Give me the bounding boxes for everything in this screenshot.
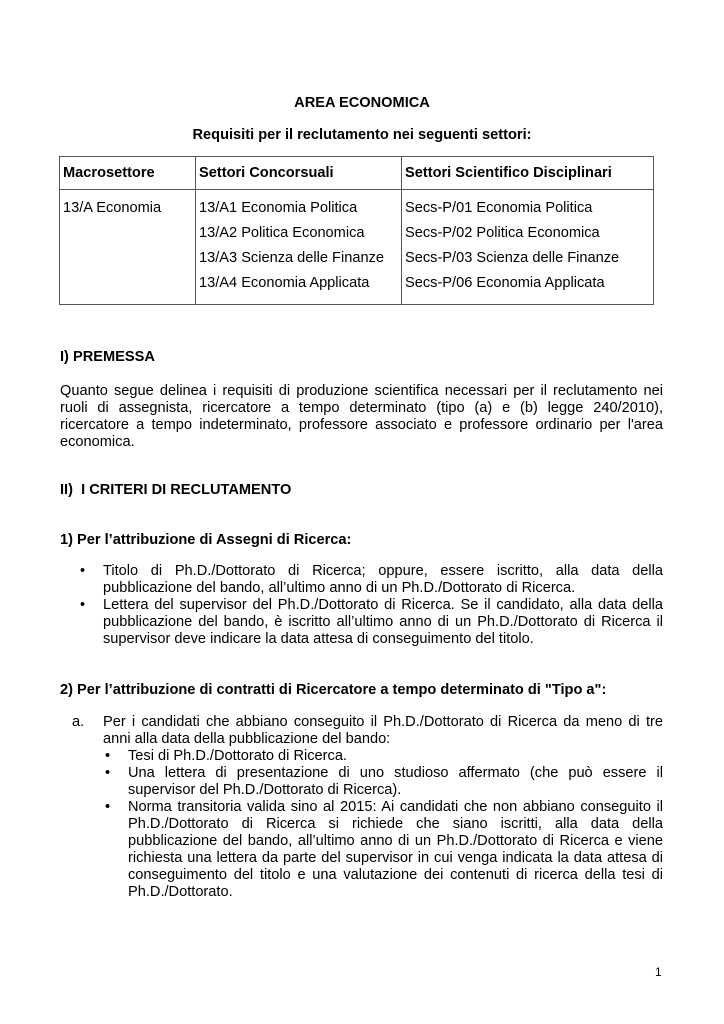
cell-line: Secs-P/02 Politica Economica [405,225,600,241]
paragraph: Quanto segue delinea i requisiti di produzione scientifica necessari per il reclutamento nei ruoli di assegnista, ricercatore a tempo determinato (tipo (a) e (b) legge 240/2010), ricercatore a tempo indeterminato, professore associato e professore ordinario per l'area economica. [60,383,663,450]
cell-line: Secs-P/03 Scienza delle Finanze [405,250,620,266]
list-item-text: Norma transitoria valida sino al 2015: Ai candidati che non abbiano conseguito il Ph.D./Dottorato di Ricerca si richiede che siano iscritti, alla data della pubblicazione del bando, all’ultimo anno di un Ph.D./Dottorato di Ricerca e viene richiesta una lettera da parte del supervisor in cui venga indicata la data attesa di conseguimento del titolo e una valutazione dei contenuti di ricerca della tesi di Ph.D./Dottorato. [128,799,663,900]
page-number: 1 [655,965,662,979]
table-header: Settori Concorsuali [196,157,402,190]
table-header: Macrosettore [60,157,196,190]
table-cell: 13/A Economia [60,190,196,305]
list-item [105,748,663,765]
table-cell [402,190,654,305]
list-item [105,799,663,901]
list-item [105,765,663,799]
bullet-icon: • [80,563,86,579]
list-item-text: Una lettera di presentazione di uno studioso affermato (che può essere il supervisor del Ph.D./Dottorato di Ricerca). [128,765,663,798]
list-item [80,597,663,648]
cell-line: 13/A2 Politica Economica [199,225,365,241]
table-header-row [60,157,654,190]
list-item-text: Tesi di Ph.D./Dottorato di Ricerca. [128,748,347,764]
bullet-list [105,748,663,901]
subsection-heading: 1) Per l’attribuzione di Assegni di Ricerca: [60,532,352,548]
table-row [60,190,654,305]
subsection-heading: 2) Per l’attribuzione di contratti di Ricercatore a tempo determinato di "Tipo a": [60,682,607,698]
cell-line: 13/A3 Scienza delle Finanze [199,250,384,266]
table-cell [196,190,402,305]
cell-line: Secs-P/01 Economia Politica [405,200,593,216]
cell-line: 13/A1 Economia Politica [199,200,358,216]
section-heading: II) I CRITERI DI RECLUTAMENTO [60,482,292,498]
cell-line: Secs-P/06 Economia Applicata [405,275,605,291]
section-heading: I) PREMESSA [60,349,155,365]
bullet-icon: • [105,765,111,781]
cell-line: 13/A4 Economia Applicata [199,275,370,291]
bullet-list [80,563,663,648]
sectors-table [59,156,654,305]
list-item-text: Titolo di Ph.D./Dottorato di Ricerca; oppure, essere iscritto, alla data della pubblicazione del bando, all’ultimo anno di un Ph.D./Dottorato di Ricerca. [103,563,663,596]
document-subtitle: Requisiti per il reclutamento nei seguenti settori: [192,127,532,143]
paragraph: Per i candidati che abbiano conseguito il Ph.D./Dottorato di Ricerca da meno di tre anni alla data della pubblicazione del bando: [103,714,663,747]
document-title: AREA ECONOMICA [294,95,430,111]
list-item [80,563,663,597]
bullet-icon: • [105,799,111,815]
list-marker: a. [72,714,85,730]
list-item-text: Lettera del supervisor del Ph.D./Dottorato di Ricerca. Se il candidato, alla data della pubblicazione del bando, è iscritto all’ultimo anno di un Ph.D./Dottorato di Ricerca il supervisor deve indicare la data attesa di conseguimento del titolo. [103,597,663,647]
bullet-icon: • [105,748,111,764]
bullet-icon: • [80,597,86,613]
table-header: Settori Scientifico Disciplinari [402,157,654,190]
